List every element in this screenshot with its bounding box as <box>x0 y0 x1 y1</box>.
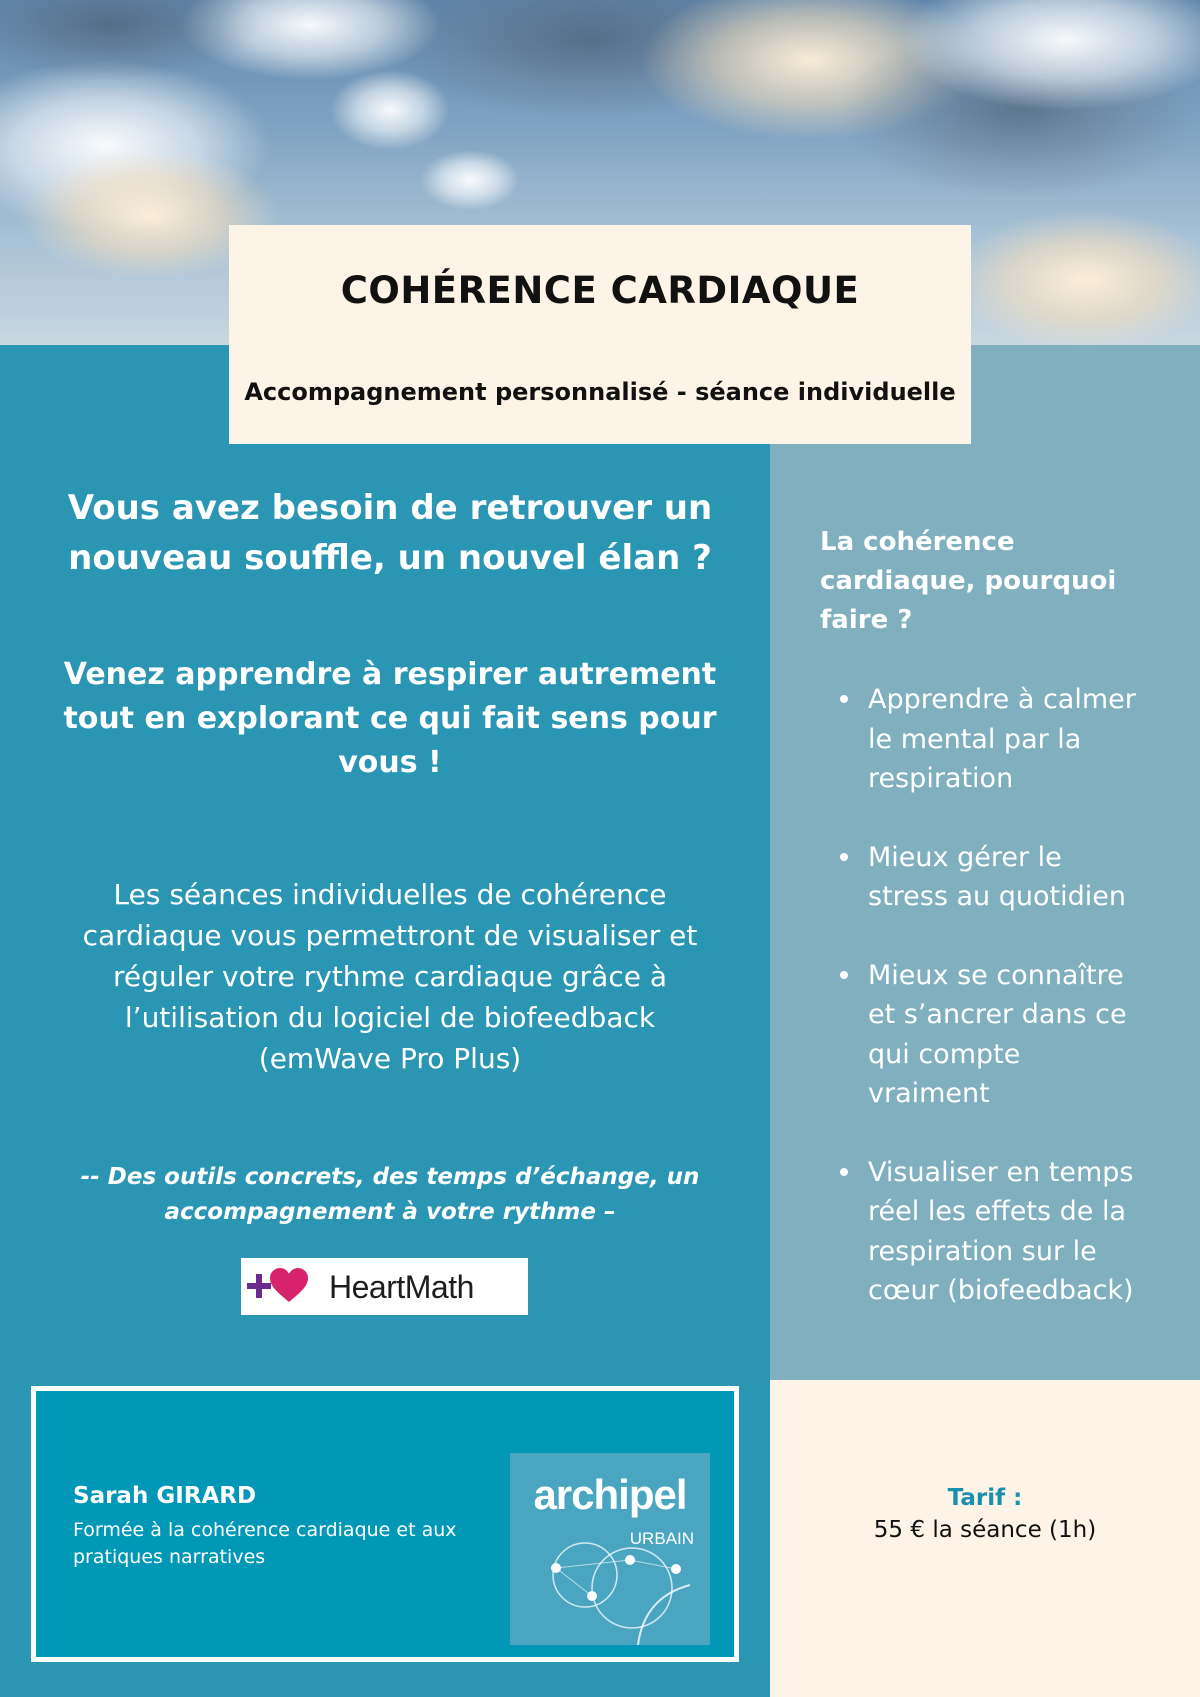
sidebar-heading: La cohérence cardiaque, pourquoi faire ? <box>820 527 1117 635</box>
cloud-shape <box>330 70 450 150</box>
list-item <box>820 838 1150 917</box>
main-subheadline: Venez apprendre à respirer autrement tout en explorant ce qui fait sens pour vous ! <box>63 657 717 780</box>
list-item-label: Mieux gérer le stress au quotidien <box>868 841 1126 912</box>
list-item-label: Mieux se connaître et s’ancrer dans ce qui compte vraiment <box>868 959 1127 1109</box>
archipel-logo-name: archipel <box>533 1471 687 1518</box>
main-description: Les séances individuelles de cohérence cardiaque vous permettront de visualiser et réguler votre rythme cardiaque grâce à l’utilisation du logiciel de biofeedback (emWave Pro Plus) <box>82 878 698 1075</box>
author-box <box>31 1386 739 1662</box>
bullet-icon <box>840 695 848 703</box>
cloud-shape <box>0 0 260 80</box>
list-item-label: Visualiser en temps réel les effets de la respiration sur le cœur (biofeedback) <box>868 1156 1134 1306</box>
archipel-circles-icon <box>510 1533 710 1645</box>
price-value: 55 € la séance (1h) <box>873 1517 1097 1543</box>
main-quote: -- Des outils concrets, des temps d’échange, un accompagnement à votre rythme – <box>80 1164 700 1225</box>
title-box <box>229 225 971 444</box>
bullet-icon <box>840 853 848 861</box>
main-headline: Vous avez besoin de retrouver un nouveau souffle, un nouvel élan ? <box>67 488 713 578</box>
cloud-shape <box>950 210 1200 345</box>
list-item <box>820 680 1150 799</box>
archipel-logo-sub: URBAIN <box>629 1529 694 1548</box>
list-item <box>820 956 1150 1114</box>
cloud-shape <box>420 150 520 210</box>
heart-icon <box>269 1268 309 1304</box>
bullet-icon <box>840 971 848 979</box>
benefits-list <box>820 680 1150 1350</box>
list-item <box>820 1153 1150 1311</box>
price-label: Tarif : <box>947 1485 1023 1511</box>
page-subtitle: Accompagnement personnalisé - séance individuelle <box>244 378 956 406</box>
author-description: Formée à la cohérence cardiaque et aux pratiques narratives <box>73 1519 457 1568</box>
heartmath-logo-icon <box>241 1258 528 1315</box>
list-item-label: Apprendre à calmer le mental par la respiration <box>868 684 1136 794</box>
author-name: Sarah GIRARD <box>73 1483 257 1509</box>
bullet-icon <box>840 1168 848 1176</box>
page-title: COHÉRENCE CARDIAQUE <box>340 269 860 312</box>
archipel-logo-icon <box>510 1453 710 1645</box>
heartmath-logo-text: HeartMath <box>329 1269 474 1305</box>
